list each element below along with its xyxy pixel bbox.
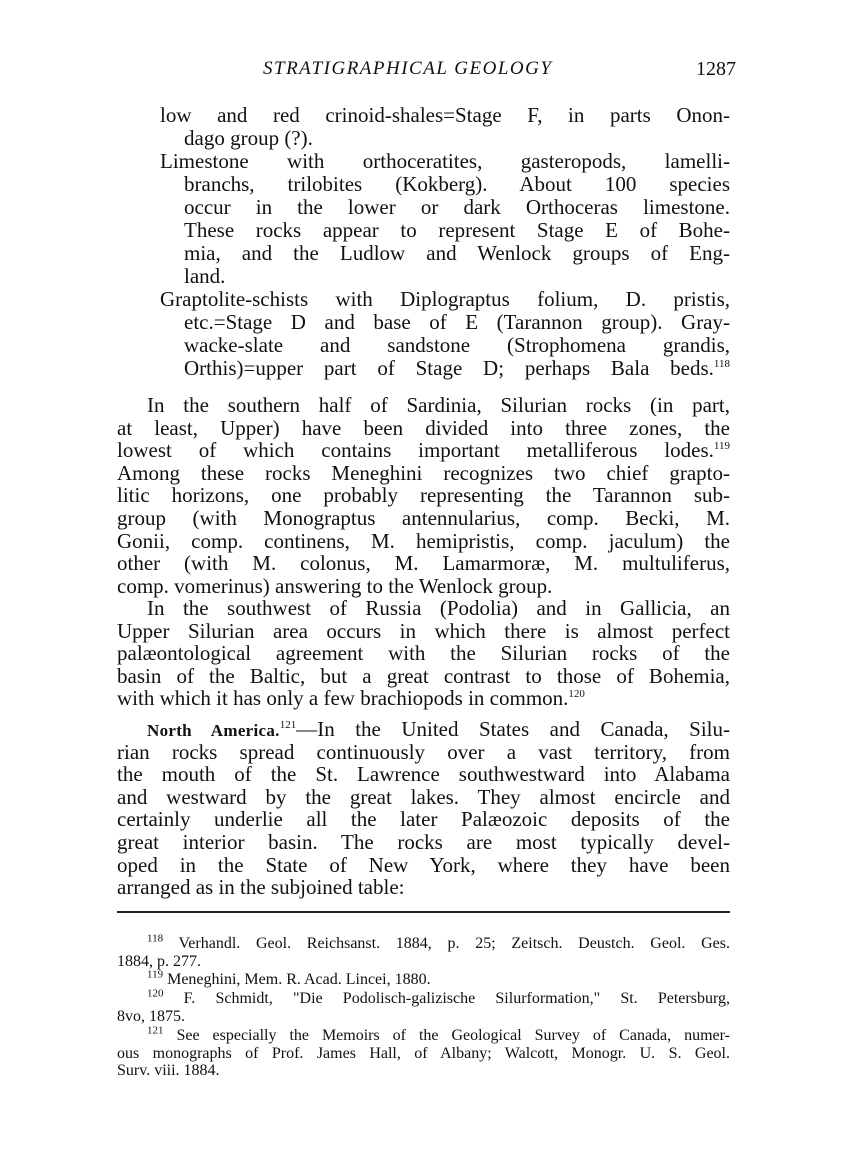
text-line: basin of the Baltic, but a great contrast to those of Bohemia, xyxy=(117,663,730,688)
footnote-mark: 121 xyxy=(279,719,297,731)
text-line: occur in the lower or dark Orthoceras limestone. xyxy=(184,195,730,219)
line-text: with which it has only a few brachiopods in common. xyxy=(117,686,569,711)
page-number: 1287 xyxy=(696,58,736,80)
text-line: great interior basin. The rocks are most typically devel- xyxy=(117,829,730,854)
line-text: —In the United States and Canada, Silu- xyxy=(296,717,730,741)
footnote-line xyxy=(117,1024,730,1045)
quote-entry xyxy=(160,150,730,288)
paragraph-russia xyxy=(117,597,730,710)
text-line: Limestone with orthoceratites, gasteropods, lamelli- xyxy=(160,149,730,173)
text-line: the mouth of the St. Lawrence southwestward into Alabama xyxy=(117,762,730,787)
text-line: rian rocks spread continuously over a vast territory, from xyxy=(117,739,730,764)
footnote-number: 121 xyxy=(147,1024,164,1037)
footnote-line xyxy=(117,932,730,953)
line-text: See especially the Memoirs of the Geological Survey of Canada, numer- xyxy=(163,1027,730,1044)
text-line: In the southwest of Russia (Podolia) and in Gallicia, an xyxy=(147,596,730,620)
text-line: Graptolite-schists with Diplograptus folium, D. pristis, xyxy=(160,287,730,311)
quote-entry xyxy=(160,288,730,380)
text-line: other (with M. colonus, M. Lamarmoræ, M. multuliferus, xyxy=(117,551,730,576)
footnote-line: 1884, p. 277. xyxy=(117,952,201,970)
text-line: low and red crinoid-shales=Stage F, in parts Onon- xyxy=(160,103,730,127)
quote-entry xyxy=(160,104,730,150)
footnote-118 xyxy=(117,932,730,970)
text-line: wacke-slate and sandstone (Strophomena grandis, xyxy=(184,333,730,357)
footnote-mark: 119 xyxy=(713,440,730,453)
text-line: These rocks appear to represent Stage E of Bohe- xyxy=(184,218,730,242)
footnote-number: 119 xyxy=(147,968,164,981)
page-header xyxy=(118,58,736,88)
footnote-line: 8vo, 1875. xyxy=(117,1007,185,1025)
text-line: mia, and the Ludlow and Wenlock groups of Eng- xyxy=(184,241,730,265)
text-line: litic horizons, one probably representing the Tarannon sub- xyxy=(117,483,730,508)
paragraph-sardinia xyxy=(117,394,730,597)
text-line: land. xyxy=(184,264,226,288)
text-line: branchs, trilobites (Kokberg). About 100 species xyxy=(184,172,730,196)
text-line: certainly underlie all the later Palæozoic deposits of the xyxy=(117,807,730,832)
footnote-number: 120 xyxy=(147,987,164,1000)
running-head: STRATIGRAPHICAL GEOLOGY xyxy=(263,58,553,79)
footnote-120 xyxy=(117,987,730,1025)
line-text: F. Schmidt, "Die Podolisch-galizische Silurformation," St. Petersburg, xyxy=(163,990,730,1007)
text-line: arranged as in the subjoined table: xyxy=(117,875,405,900)
line-text: lowest of which contains important metalliferous lodes. xyxy=(117,438,714,463)
text-line: Gonii, comp. continens, M. hemipristis, comp. jaculum) the xyxy=(117,528,730,553)
footnote-121 xyxy=(117,1024,730,1080)
footnote-line: Surv. viii. 1884. xyxy=(117,1062,220,1080)
text-line: comp. vomerinus) answering to the Wenlock group. xyxy=(117,573,553,598)
footnote-119 xyxy=(117,968,730,989)
footnote-line xyxy=(117,968,730,989)
text-line: at least, Upper) have been divided into three zones, the xyxy=(117,415,730,440)
text-line: etc.=Stage D and base of E (Tarannon group). Gray- xyxy=(184,310,730,334)
text-line: oped in the State of New York, where they have been xyxy=(117,852,730,877)
section-heading: North America. xyxy=(147,721,280,740)
line-text: Verhandl. Geol. Reichsanst. 1884, p. 25; Zeitsch. Deustch. Geol. Ges. xyxy=(163,935,730,952)
text-line-with-mark xyxy=(160,357,730,380)
text-line-with-heading xyxy=(117,718,730,741)
text-line: In the southern half of Sardinia, Silurian rocks (in part, xyxy=(147,393,730,417)
text-line: dago group (?). xyxy=(184,126,313,150)
line-text: Orthis)=upper part of Stage D; perhaps Bala beds. xyxy=(184,356,714,380)
text-line: and westward by the great lakes. They almost encircle and xyxy=(117,784,730,809)
text-line-with-mark xyxy=(117,687,730,710)
footnote-number: 118 xyxy=(147,932,164,945)
footnote-line: ous monographs of Prof. James Hall, of Albany; Walcott, Monogr. U. S. Geol. xyxy=(117,1044,730,1062)
paragraph-north-america xyxy=(117,718,730,899)
footnote-mark: 120 xyxy=(568,688,585,701)
text-line: palæontological agreement with the Silurian rocks of the xyxy=(117,641,730,666)
line-text: Meneghini, Mem. R. Acad. Lincei, 1880. xyxy=(163,971,431,988)
text-line: Upper Silurian area occurs in which there is almost perfect xyxy=(117,618,730,643)
text-line-with-mark xyxy=(117,439,730,462)
text-line: Among these rocks Meneghini recognizes two chief grapto- xyxy=(117,460,730,485)
text-line: group (with Monograptus antennularius, comp. Becki, M. xyxy=(117,505,730,530)
footnote-mark: 118 xyxy=(713,358,730,370)
footnote-divider xyxy=(117,911,730,913)
footnote-line xyxy=(117,987,730,1008)
